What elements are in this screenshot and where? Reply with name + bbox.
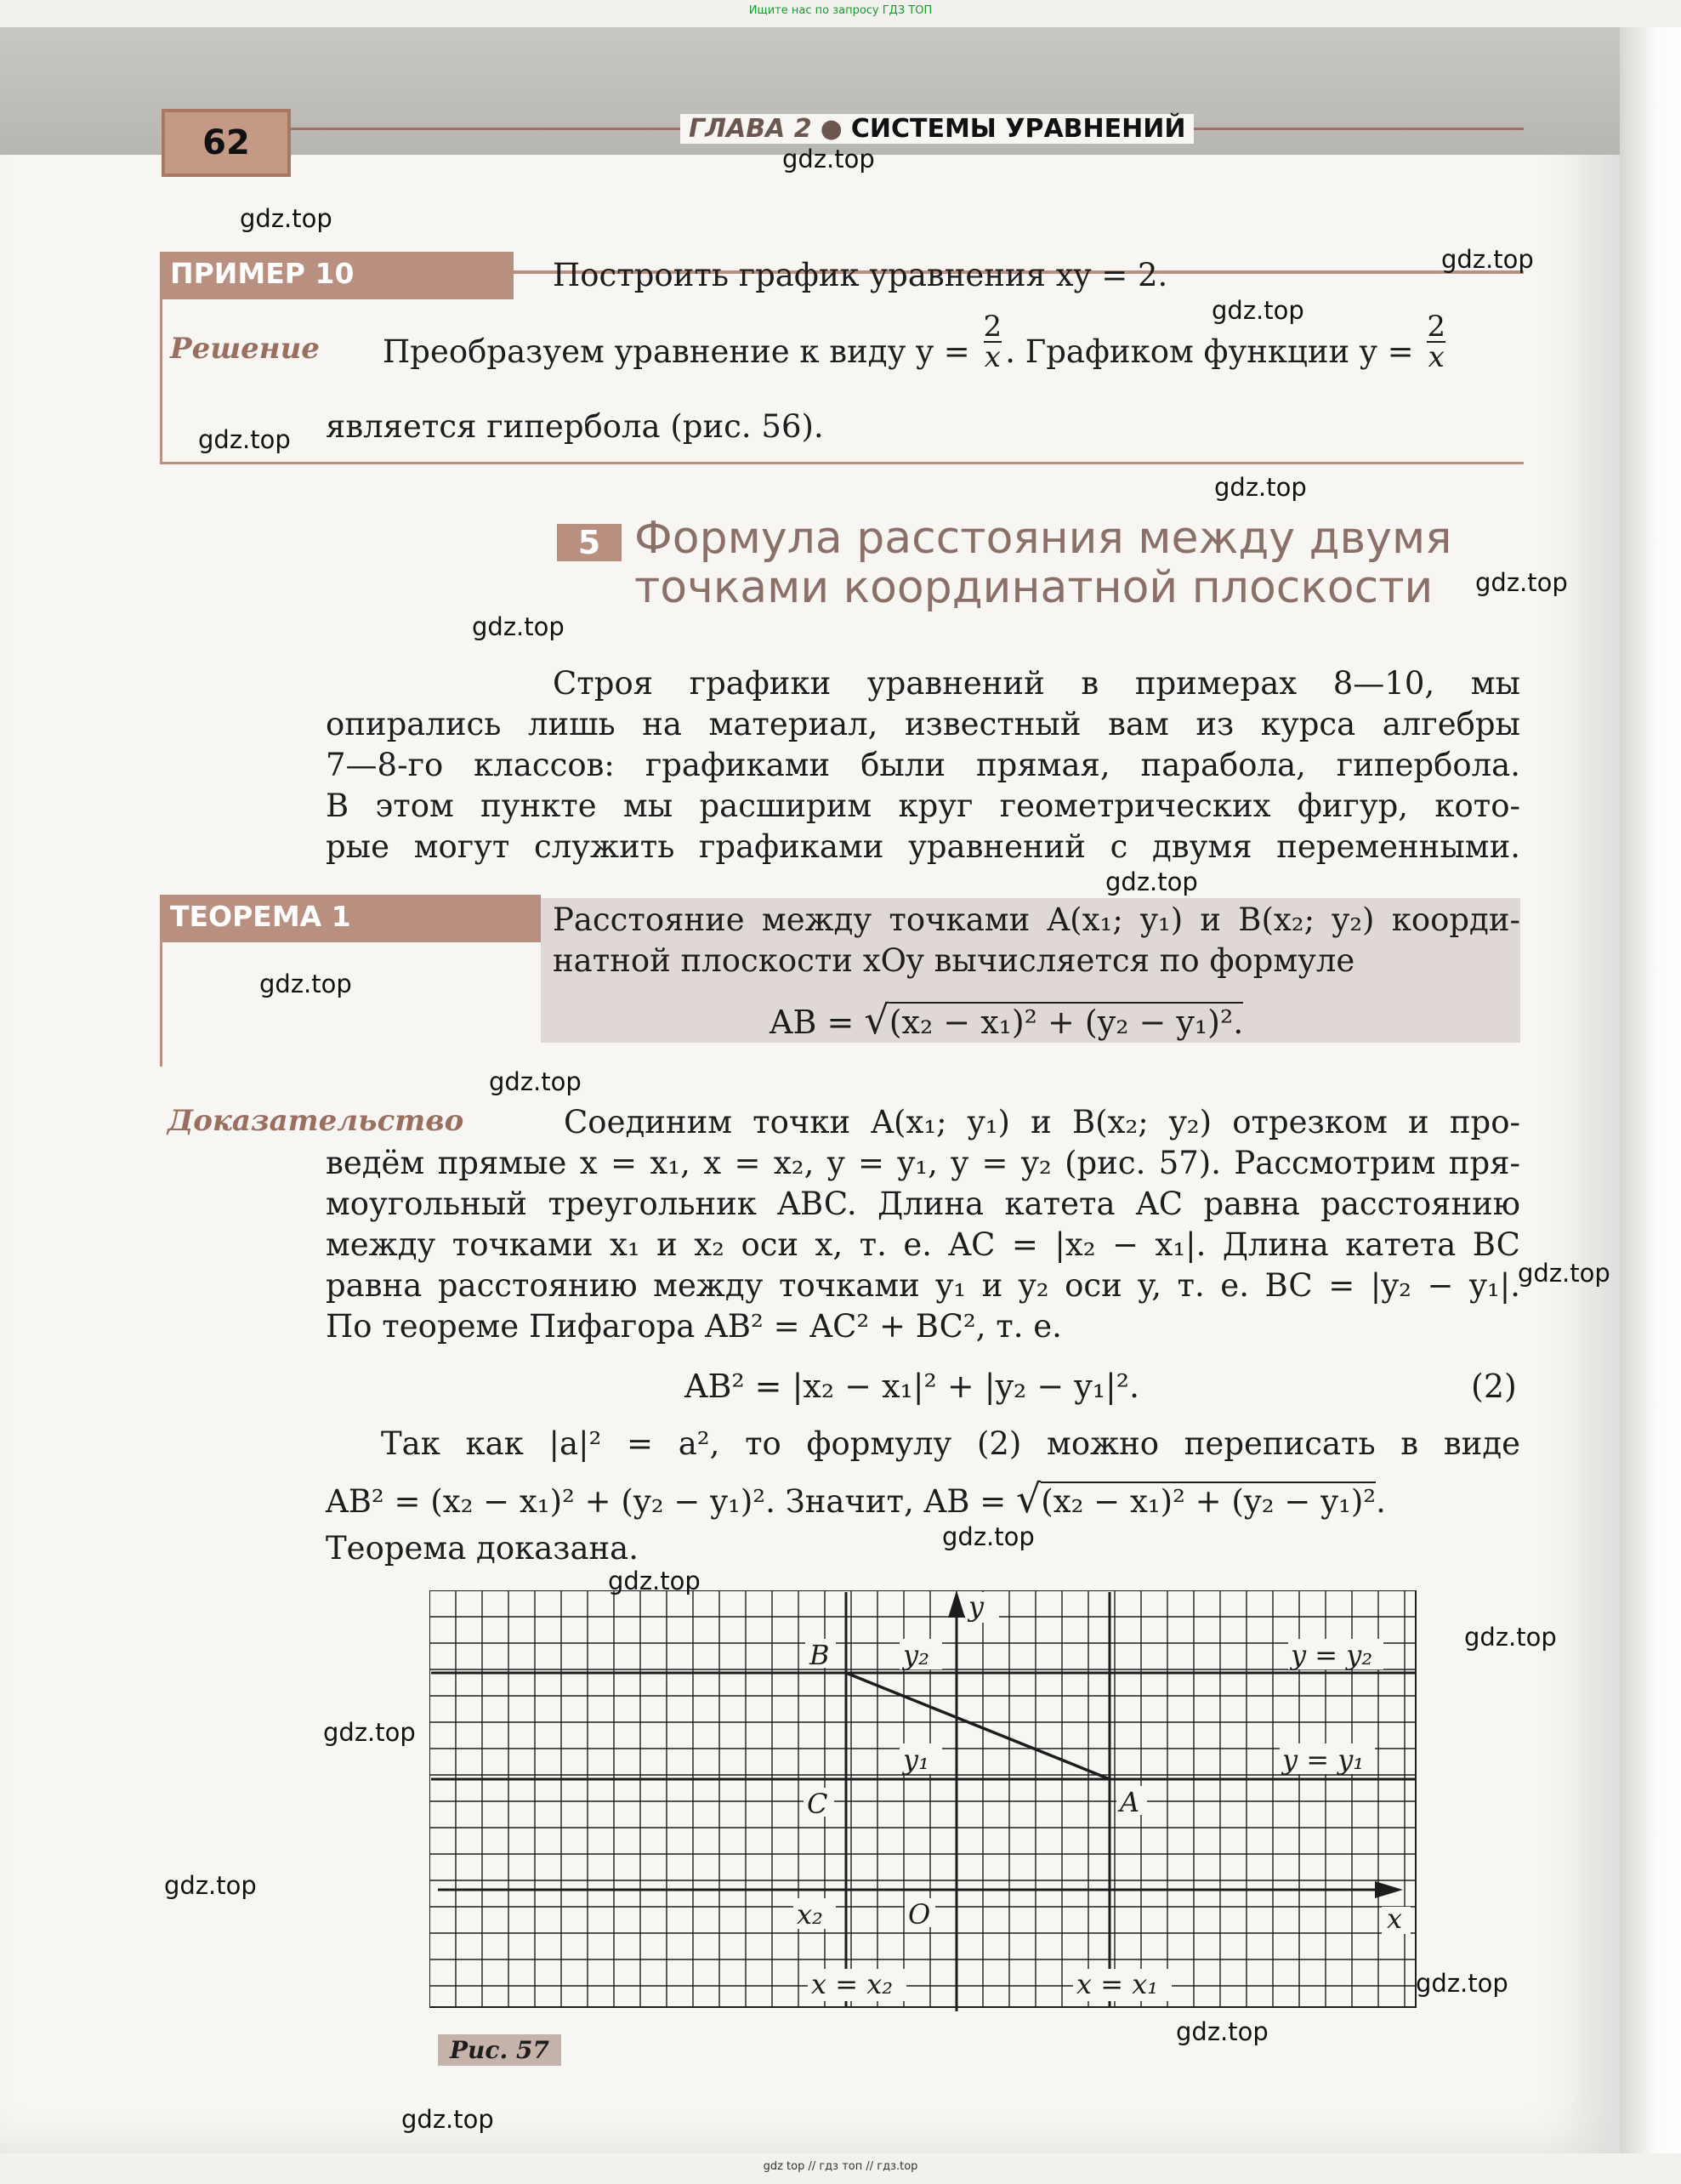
watermark: gdz.top: [489, 1067, 582, 1096]
chapter-label: ГЛАВА 2: [689, 114, 812, 144]
x2-tick-label: x₂: [797, 1898, 823, 1931]
proof-line: По теореме Пифагора AB² = AC² + BC², т. е.: [326, 1308, 1062, 1345]
watermark: gdz.top: [1176, 2017, 1269, 2046]
proof-line: равна расстоянию между точками y₁ и y₂ оси y, т. е. BC = |y₂ − y₁|.: [326, 1267, 1520, 1304]
bottom-banner: gdz top // гдз топ // гдз.top: [763, 2160, 918, 2173]
watermark: gdz.top: [472, 612, 565, 641]
example-task: Построить график уравнения xy = 2.: [553, 257, 1168, 293]
top-banner[interactable]: Ищите нас по запросу ГДЗ ТОП: [748, 4, 933, 17]
sqrt-icon: √: [864, 997, 889, 1043]
line-y-y1-label: y = y₁: [1282, 1743, 1365, 1776]
intro-line: рые могут служить графиками уравнений с двумя переменными.: [326, 828, 1520, 865]
fraction-1: [983, 309, 1002, 374]
page-number: 62: [162, 109, 291, 177]
x-axis-arrow-icon: [1375, 1881, 1403, 1898]
proof-line-after-1: [326, 1424, 1520, 1465]
chapter-title: [680, 114, 1194, 144]
watermark: gdz.top: [1416, 1969, 1508, 1998]
proof-conclusion: Теорема доказана.: [326, 1530, 639, 1567]
theorem-line-1: Расстояние между точками A(x₁; y₁) и B(x₂; y₂) коорди-: [553, 901, 1520, 938]
example-side-rule: [160, 299, 162, 463]
theorem-text: [553, 900, 1520, 981]
watermark: gdz.top: [323, 1718, 416, 1747]
watermark: gdz.top: [1214, 473, 1307, 502]
section-title-line1: Формула расстояния между двумя: [634, 513, 1452, 564]
point-c-label: C: [807, 1788, 828, 1820]
intro-line: Строя графики уравнений в примерах 8—10, мы: [553, 665, 1520, 702]
watermark: gdz.top: [942, 1522, 1035, 1551]
intro-line: опирались лишь на материал, известный вам из курса алгебры: [326, 706, 1520, 742]
x-axis-label: x: [1387, 1902, 1403, 1935]
proof-line: Соединим точки A(x₁; y₁) и B(x₂; y₂) отрезком и про-: [564, 1104, 1520, 1140]
watermark: gdz.top: [782, 145, 875, 173]
theorem-label: ТЕОРЕМА 1: [160, 895, 541, 942]
chapter-name: СИСТЕМЫ УРАВНЕНИЙ: [850, 114, 1186, 144]
formula-2-number: (2): [1471, 1368, 1517, 1405]
fraction-1-den: x: [984, 339, 1001, 374]
watermark: gdz.top: [1105, 867, 1198, 896]
y-axis-arrow-icon: [948, 1590, 965, 1618]
example-bottom-rule: [160, 462, 1524, 464]
line-x-x1-label: x = x₁: [1076, 1968, 1159, 2000]
sqrt-icon: √: [1015, 1476, 1042, 1521]
section-title: [634, 514, 1502, 612]
formula-2: AB² = |x₂ − x₁|² + |y₂ − y₁|².: [684, 1368, 1140, 1405]
watermark: gdz.top: [401, 2105, 494, 2134]
watermark: gdz.top: [1441, 245, 1534, 274]
proof-label: Доказательство: [168, 1104, 464, 1138]
proof-line: моугольный треугольник ABC. Длина катета AC равна расстоянию: [326, 1186, 1520, 1222]
fraction-1-num: 2: [983, 309, 1002, 344]
watermark: gdz.top: [1518, 1259, 1610, 1288]
figure-caption: Рис. 57: [438, 2034, 561, 2066]
line-x-x2-label: x = x₂: [811, 1968, 894, 2000]
theorem-formula-lhs: AB =: [770, 1004, 855, 1041]
proof-line: между точками x₁ и x₂ оси x, т. е. AC = |x₂ − x₁|. Длина катета BC: [326, 1226, 1520, 1263]
theorem-side-rule: [160, 942, 162, 1066]
watermark: gdz.top: [198, 425, 291, 454]
example-label: ПРИМЕР 10: [160, 252, 514, 299]
watermark: gdz.top: [240, 204, 332, 233]
proof-line: ведём прямые x = x₁, x = x₂, y = y₁, y = y₂ (рис. 57). Рассмотрим пря-: [326, 1145, 1520, 1181]
watermark: gdz.top: [164, 1871, 257, 1900]
solution-label: Решение: [170, 332, 320, 366]
proof-line-after-2-lhs: AB² = (x₂ − x₁)² + (y₂ − y₁)². Значит, AB =: [326, 1483, 1007, 1520]
point-b-label: B: [809, 1639, 830, 1671]
proof-line-after-2: [326, 1478, 1520, 1522]
line-y-y2-label: y = y₂: [1291, 1639, 1373, 1671]
theorem-formula-radicand: (x₂ − x₁)² + (y₂ − y₁)².: [889, 1004, 1244, 1041]
solution-text-a: Преобразуем уравнение к виду y =: [383, 333, 970, 370]
binder-edge: [1620, 27, 1681, 2153]
intro-line: 7—8-го классов: графиками были прямая, парабола, гипербола.: [326, 747, 1520, 783]
y-axis-label: y: [968, 1590, 985, 1623]
bullet-icon: ●: [820, 114, 843, 144]
proof-line-after-2-end: .: [1376, 1483, 1386, 1520]
watermark: gdz.top: [608, 1567, 701, 1595]
y2-tick-label: y₂: [903, 1639, 929, 1671]
fraction-2-num: 2: [1427, 309, 1445, 344]
point-a-label: A: [1120, 1786, 1140, 1818]
proof-line-after-1-text: Так как |a|² = a², то формулу (2) можно переписать в виде: [381, 1425, 1520, 1462]
theorem-line-2: натной плоскости xOy вычисляется по формуле: [553, 942, 1355, 979]
watermark: gdz.top: [259, 970, 352, 998]
fraction-2: [1427, 309, 1445, 374]
proof-text: [326, 1102, 1520, 1347]
watermark: gdz.top: [1475, 568, 1568, 597]
intro-line: В этом пункте мы расширим круг геометрических фигур, кото-: [326, 788, 1520, 824]
proof-radicand: (x₂ − x₁)² + (y₂ − y₁)²: [1041, 1483, 1377, 1520]
origin-label: O: [908, 1898, 931, 1931]
intro-paragraph: [326, 663, 1520, 867]
fraction-2-den: x: [1428, 339, 1445, 374]
figure-57: [429, 1590, 1420, 2016]
watermark: gdz.top: [1212, 296, 1304, 325]
segment-ab: [846, 1673, 1110, 1779]
section-title-line2: точками координатной плоскости: [634, 562, 1434, 613]
y1-tick-label: y₁: [903, 1743, 929, 1776]
solution-text-b: . Графиком функции y =: [1005, 333, 1414, 370]
solution-line-2: является гипербола (рис. 56).: [326, 408, 824, 445]
theorem-formula: [770, 997, 1243, 1043]
watermark: gdz.top: [1464, 1623, 1557, 1652]
section-number: 5: [557, 524, 622, 561]
